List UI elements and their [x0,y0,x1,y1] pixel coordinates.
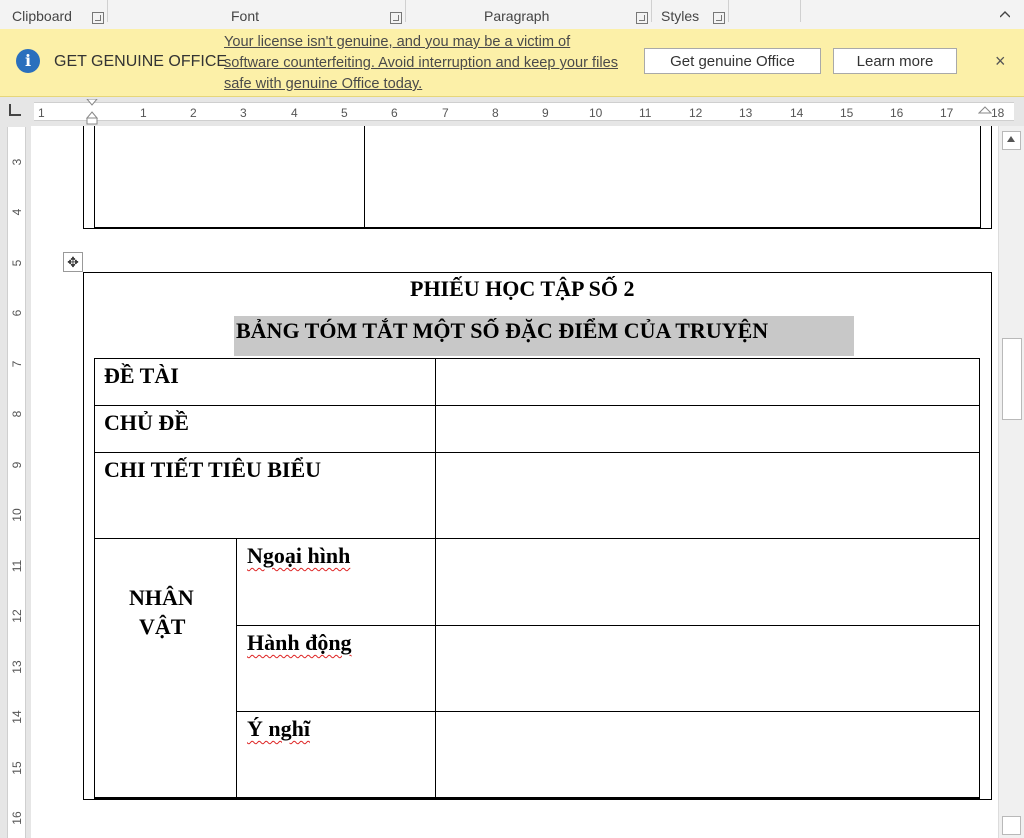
table-border [236,538,237,799]
chevron-up-icon[interactable] [1000,9,1010,19]
ruler-label: 2 [190,106,197,120]
indent-marker-icon[interactable] [86,99,98,125]
ruler-label: 3 [240,106,247,120]
ribbon-separator [800,0,801,22]
sub-label-meaning: Ý nghĩ [247,716,310,741]
ruler-label: 7 [10,360,24,368]
table-border [435,358,436,799]
ruler-label: 8 [10,410,24,418]
table-border [94,405,980,406]
ruler-label: 15 [10,761,24,775]
table-border [94,452,980,453]
row-label-topic: CHỦ ĐỀ [104,410,189,435]
worksheet-title: PHIẾU HỌC TẬP SỐ 2 [410,276,635,301]
ribbon-separator [651,0,652,22]
table-border [236,711,980,712]
row-label-theme: ĐỀ TÀI [104,363,179,388]
info-icon: i [16,49,40,73]
clipboard-launcher-icon[interactable] [92,12,104,24]
ruler-label: 6 [10,309,24,317]
ruler-label: 1 [140,106,147,120]
ruler-label: 11 [10,559,24,573]
ribbon-separator [107,0,108,22]
ribbon-group-bar [0,0,1024,30]
worksheet-frame [83,272,992,273]
ruler-label: 4 [10,208,24,216]
font-launcher-icon[interactable] [390,12,402,24]
ruler-label: 3 [10,158,24,166]
ruler-label: 4 [291,106,298,120]
ribbon-separator [405,0,406,22]
table-border [94,126,95,229]
table-border [83,228,992,229]
worksheet-frame [83,799,992,800]
table-border [364,126,365,228]
ruler-label: 16 [890,106,904,120]
vertical-ruler[interactable] [7,127,26,838]
horizontal-ruler[interactable] [34,102,1014,121]
get-genuine-office-button[interactable]: Get genuine Office [644,48,821,74]
learn-more-button[interactable]: Learn more [833,48,957,74]
right-indent-marker-icon[interactable] [978,105,992,121]
table-border [94,538,980,539]
ruler-label: 7 [442,106,449,120]
scroll-down-icon[interactable] [1002,816,1021,835]
ribbon-group-clipboard: Clipboard [12,8,72,24]
tab-selector-icon[interactable] [9,104,21,116]
ribbon-group-font: Font [231,8,260,24]
ruler-label: 18 [991,106,1005,120]
ruler-label: 16 [10,811,24,825]
table-border [980,126,981,228]
row-label-detail: CHI TIẾT TIÊU BIỂU [104,457,322,482]
ruler-label: 5 [341,106,348,120]
table-border [991,126,992,229]
table-border [94,358,980,359]
scroll-up-icon[interactable] [1002,131,1021,150]
worksheet-subtitle: BẢNG TÓM TẮT MỘT SỐ ĐẶC ĐIỂM CỦA TRUYỆN [236,318,769,343]
ruler-label: 10 [589,106,603,120]
scrollbar-thumb[interactable] [1002,338,1022,420]
worksheet-frame [991,272,992,800]
styles-launcher-icon[interactable] [713,12,725,24]
ruler-label: 10 [10,508,24,522]
row-label-character-line1: NHÂN [129,585,194,610]
ruler-label: 8 [492,106,499,120]
ruler-label: 9 [10,461,24,469]
ruler-label: 9 [542,106,549,120]
notification-message-link[interactable]: Your license isn't genuine, and you may be a victim of software counterfeiting. Avoid interruption and keep your files safe with genuine Office today. [224,34,618,92]
vertical-scrollbar[interactable] [998,126,1024,838]
ruler-label: 11 [639,106,652,120]
sub-label-action: Hành động [247,630,352,655]
table-border [979,358,980,799]
paragraph-launcher-icon[interactable] [636,12,648,24]
ribbon-group-paragraph: Paragraph [484,8,550,24]
table-border [94,358,95,799]
sub-label-appearance: Ngoại hình [247,543,351,568]
ruler-label: 13 [739,106,753,120]
close-notification-icon[interactable]: × [995,51,1006,71]
table-border [83,126,84,229]
ruler-label: 12 [10,609,24,623]
table-border [236,625,980,626]
notification-title: GET GENUINE OFFICE [54,53,228,70]
table-move-handle-icon[interactable]: ✥ [63,252,83,272]
ruler-label: 1 [38,106,45,120]
ribbon-group-styles: Styles [661,8,700,24]
worksheet-frame [83,272,84,800]
ruler-label: 12 [689,106,703,120]
ruler-label: 14 [790,106,804,120]
ribbon-separator [728,0,729,22]
table-border [94,797,980,799]
ruler-label: 15 [840,106,854,120]
ruler-label: 17 [940,106,954,120]
ruler-label: 13 [10,660,24,674]
ruler-label: 6 [391,106,398,120]
row-label-character-line2: VẬT [139,614,186,639]
ruler-label: 5 [10,259,24,267]
ruler-label: 14 [10,710,24,724]
